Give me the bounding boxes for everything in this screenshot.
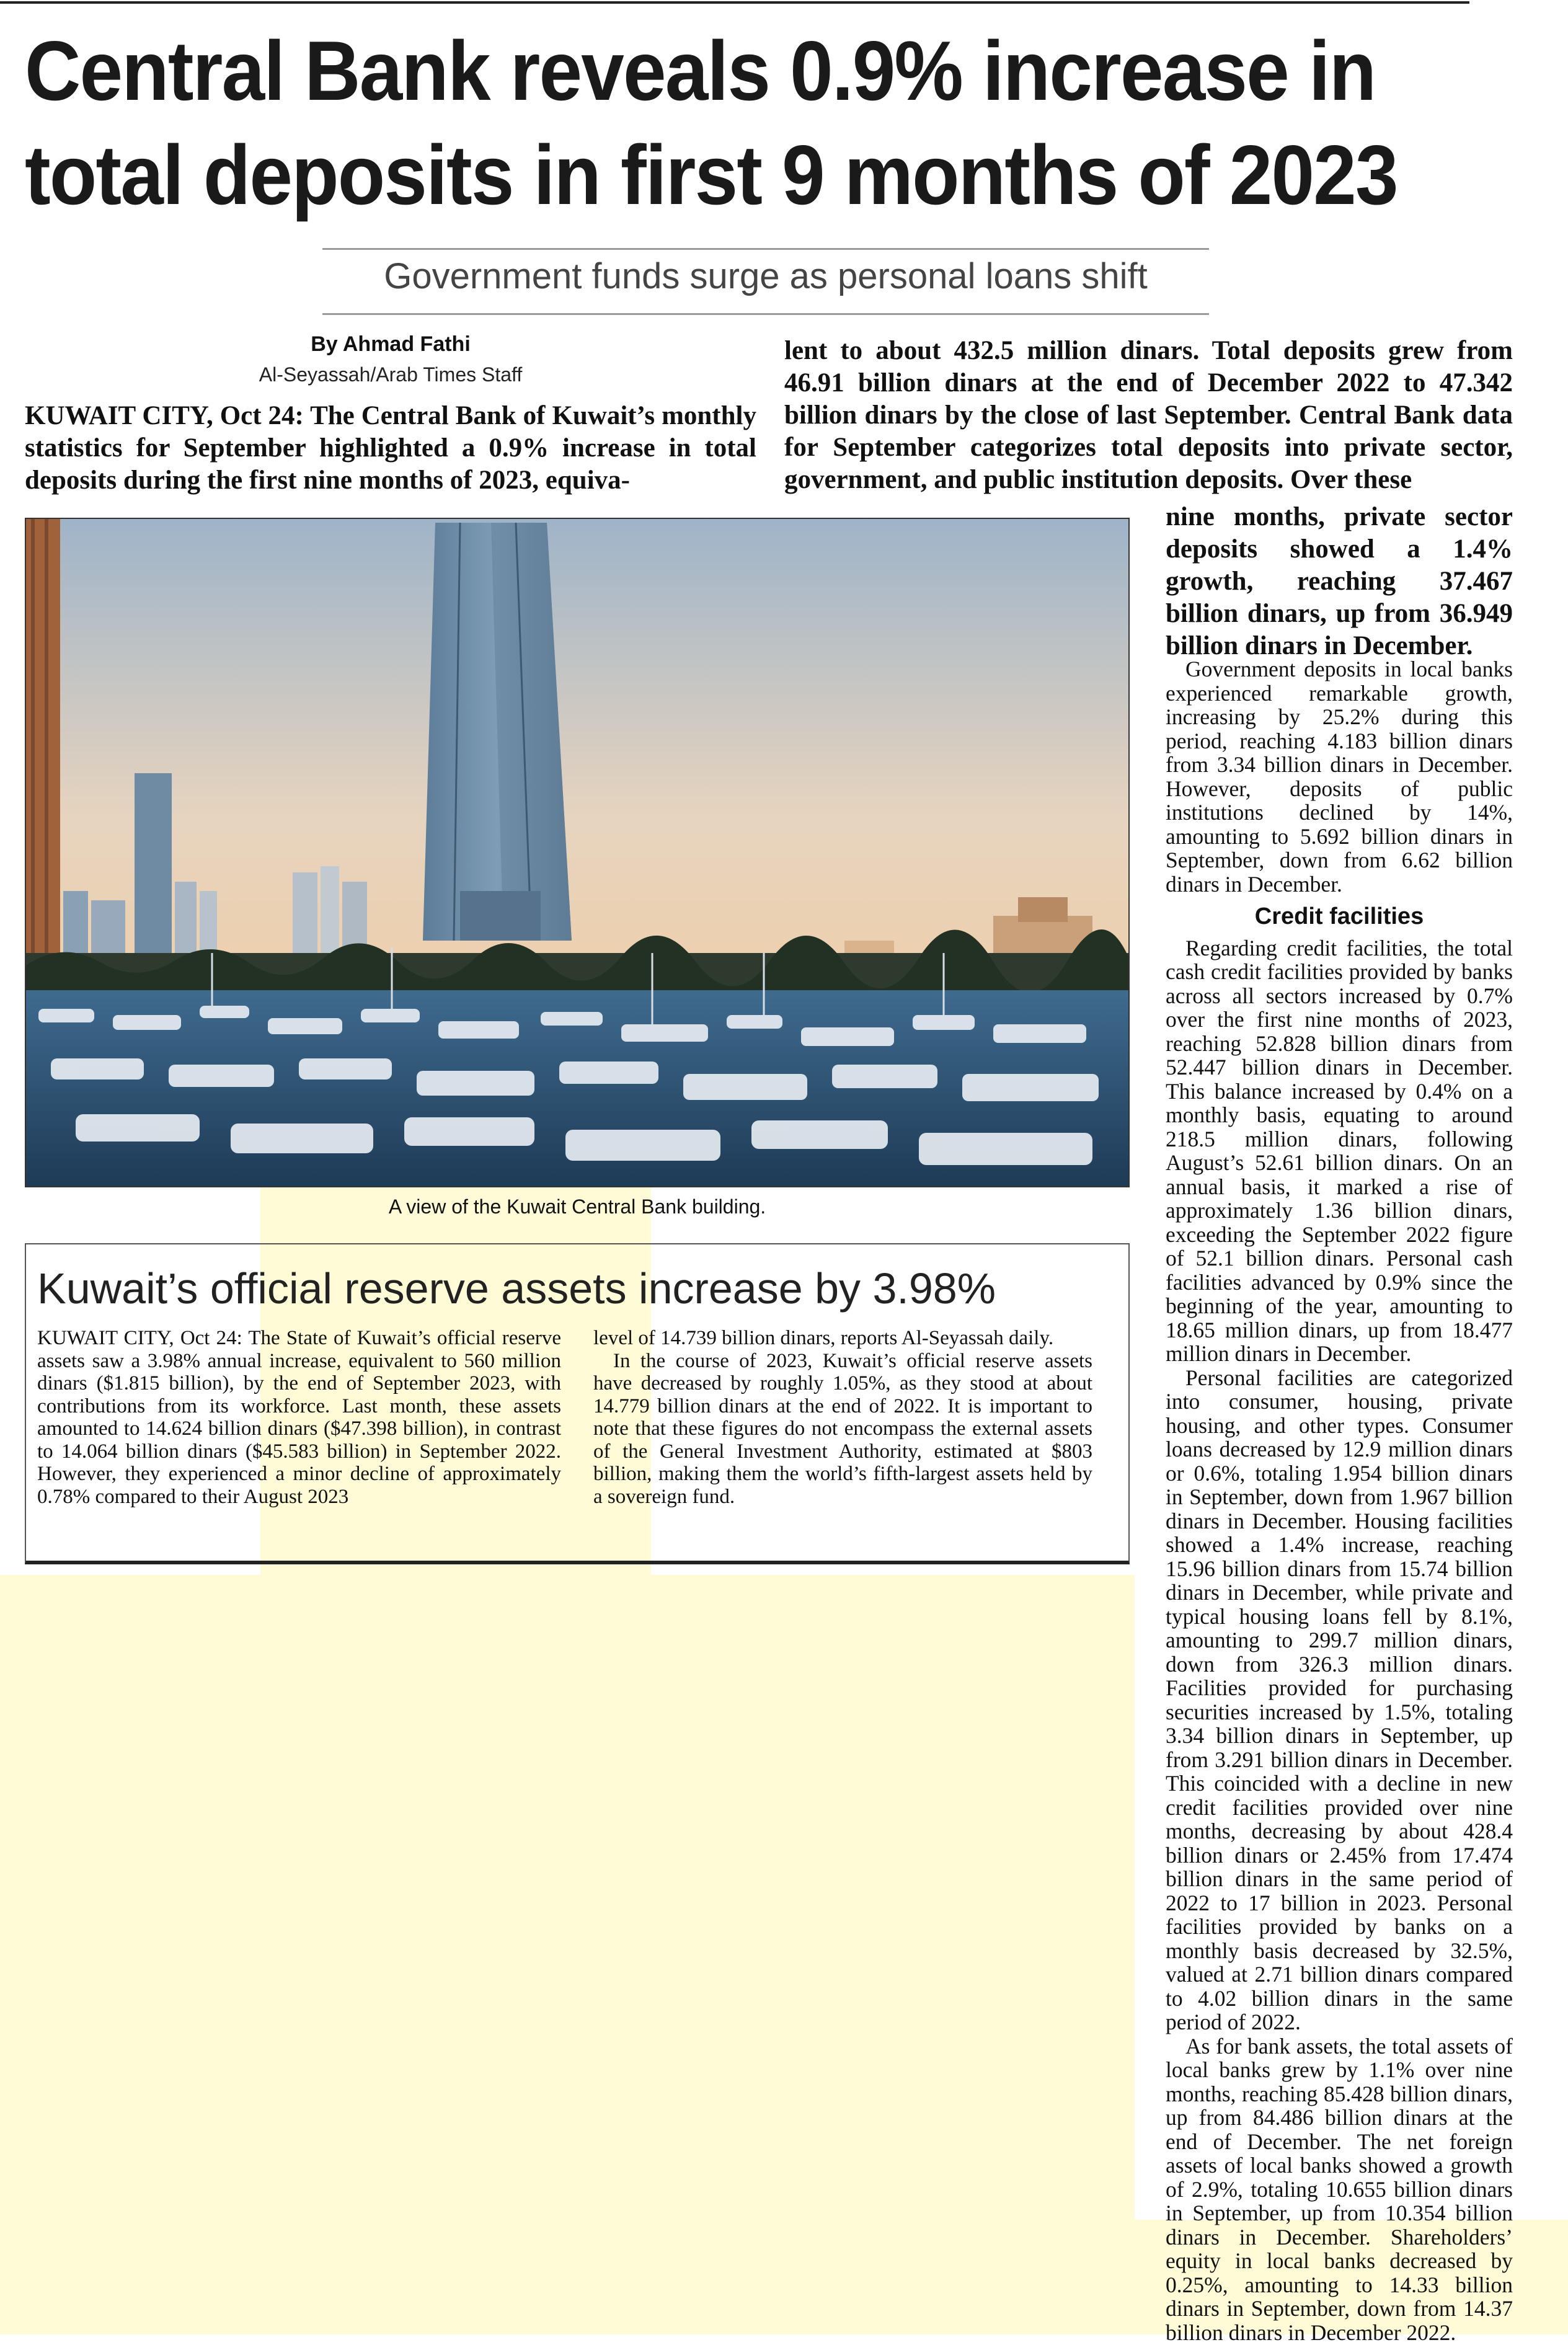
body-paragraph-government: Government deposits in local banks experienced remarkable growth, increasing by 25.2% during this period, reaching 4.183 billion dinars from 3.34 billion dinars in December. However, deposits of public institutions declined by 14%, amounting to 5.692 billion dinars in September, down from 6.62 billion dinars in December. bbox=[1166, 657, 1513, 897]
subheading-credit-facilities: Credit facilities bbox=[1254, 903, 1424, 929]
lead-paragraph-part3: nine months, private sector deposits showed a 1.4% growth, reaching 37.467 billion dinars, up from 36.949 billion dinars in December. bbox=[1166, 502, 1513, 660]
body-column-right bbox=[1166, 657, 1513, 2344]
byline-author: By Ahmad Fathi bbox=[311, 332, 471, 356]
subheadline: Government funds surge as personal loans shift bbox=[384, 256, 1148, 296]
subhead-rule-top bbox=[322, 248, 1209, 250]
reserve-assets-title: Kuwait’s official reserve assets increase by 3.98% bbox=[37, 1264, 996, 1313]
reserve-assets-paragraph: level of 14.739 billion dinars, reports Al-Seyassah daily. bbox=[593, 1327, 1054, 1349]
reserve-assets-column-1: KUWAIT CITY, Oct 24: The State of Kuwait’s official reserve assets saw a 3.98% annual increase, equivalent to 560 million dinars ($1.815 billion), by the end of September 2023, with contributions from its workforce. Last month, these assets amounted to 14.624 billion dinars ($47.398 billion), in contrast to 14.064 billion dinars ($45.583 billion) in September 2022. However, they experienced a minor decline of approximately 0.78% compared to their August 2023 bbox=[37, 1327, 561, 1508]
lead-paragraph-part2: lent to about 432.5 million dinars. Total deposits grew from 46.91 billion dinars at the end of December 2022 to 47.342 billion dinars by the close of last September. Central Bank data for September categorizes total deposits into private sector, government, and public institution deposits. Over these bbox=[784, 336, 1513, 494]
central-bank-photo bbox=[25, 518, 1130, 1187]
reserve-assets-column-2 bbox=[593, 1327, 1092, 1508]
photo-caption: A view of the Kuwait Central Bank building. bbox=[388, 1195, 766, 1218]
reserve-assets-paragraph: In the course of 2023, Kuwait’s official reserve assets have decreased by roughly 1.05%, as they stood at about 14.779 billion dinars at the end of 2022. It is important to note that these figures do not encompass the external assets of the General Investment Authority, estimated at $803 billion, making them the world’s fifth-largest assets held by a sovereign fund. bbox=[593, 1349, 1092, 1508]
byline-affiliation: Al-Seyassah/Arab Times Staff bbox=[259, 363, 523, 386]
body-paragraph-credit: Regarding credit facilities, the total cash credit facilities provided by banks across all sectors increased by 0.7% over the first nine months of 2023, reaching 52.828 billion dinars from 52.447 billion dinars in December. This balance increased by 0.4% on a monthly basis, equating to around 218.5 million dinars, following August’s 52.61 billion dinars. On an annual basis, it marked a rise of approximately 1.36 billion dinars, exceeding the September 2022 figure of 52.1 billion dinars. Personal cash facilities advanced by 0.9% since the beginning of the year, amounting to 18.65 million dinars, up from 18.477 million dinars in December. bbox=[1166, 935, 1513, 1366]
subhead-rule-bottom bbox=[322, 313, 1209, 315]
top-rule bbox=[0, 1, 1469, 4]
highlight-overlay bbox=[0, 1575, 1135, 2334]
lead-paragraph-part1: KUWAIT CITY, Oct 24: The Central Bank of Kuwait’s monthly statistics for September highlighted a 0.9% increase in total deposits during the first nine months of 2023, equiva- bbox=[25, 401, 756, 495]
body-paragraph-assets: As for bank assets, the total assets of local banks grew by 1.1% over nine months, reaching 85.428 billion dinars, up from 84.486 billion dinars at the end of December. The net foreign assets of local banks showed a growth of 2.9%, totaling 10.655 billion dinars in September, up from 10.354 billion dinars in December. Shareholders’ equity in local banks decreased by 0.25%, amounting to 14.33 billion dinars in September, down from 14.37 billion dinars in December 2022. bbox=[1166, 2033, 1513, 2345]
headline: Central Bank reveals 0.9% increase in total deposits in first 9 months of 2023 bbox=[25, 24, 1397, 222]
body-paragraph-personal: Personal facilities are categorized into consumer, housing, private housing, and other types. Consumer loans decreased by 12.9 million dinars or 0.6%, totaling 1.954 billion dinars in September, down from 1.967 billion dinars in December. Housing facilities showed a 1.4% increase, reaching 15.96 billion dinars from 15.74 billion dinars in December, while private and typical housing loans fell by 8.1%, amounting to 299.7 million dinars, down from 326.3 million dinars. Facilities provided for purchasing securities increased by 1.5%, totaling 3.34 billion dinars in September, up from 3.291 billion dinars in December. This coincided with a decline in new credit facilities provided over nine months, decreasing by about 428.4 billion dinars or 2.45% from 17.474 billion dinars in the same period of 2022 to 17 billion in 2023. Personal facilities provided by banks on a monthly basis decreased by 32.5%, valued at 2.71 billion dinars compared to 4.02 billion dinars in the same period of 2022. bbox=[1166, 1365, 1513, 2034]
